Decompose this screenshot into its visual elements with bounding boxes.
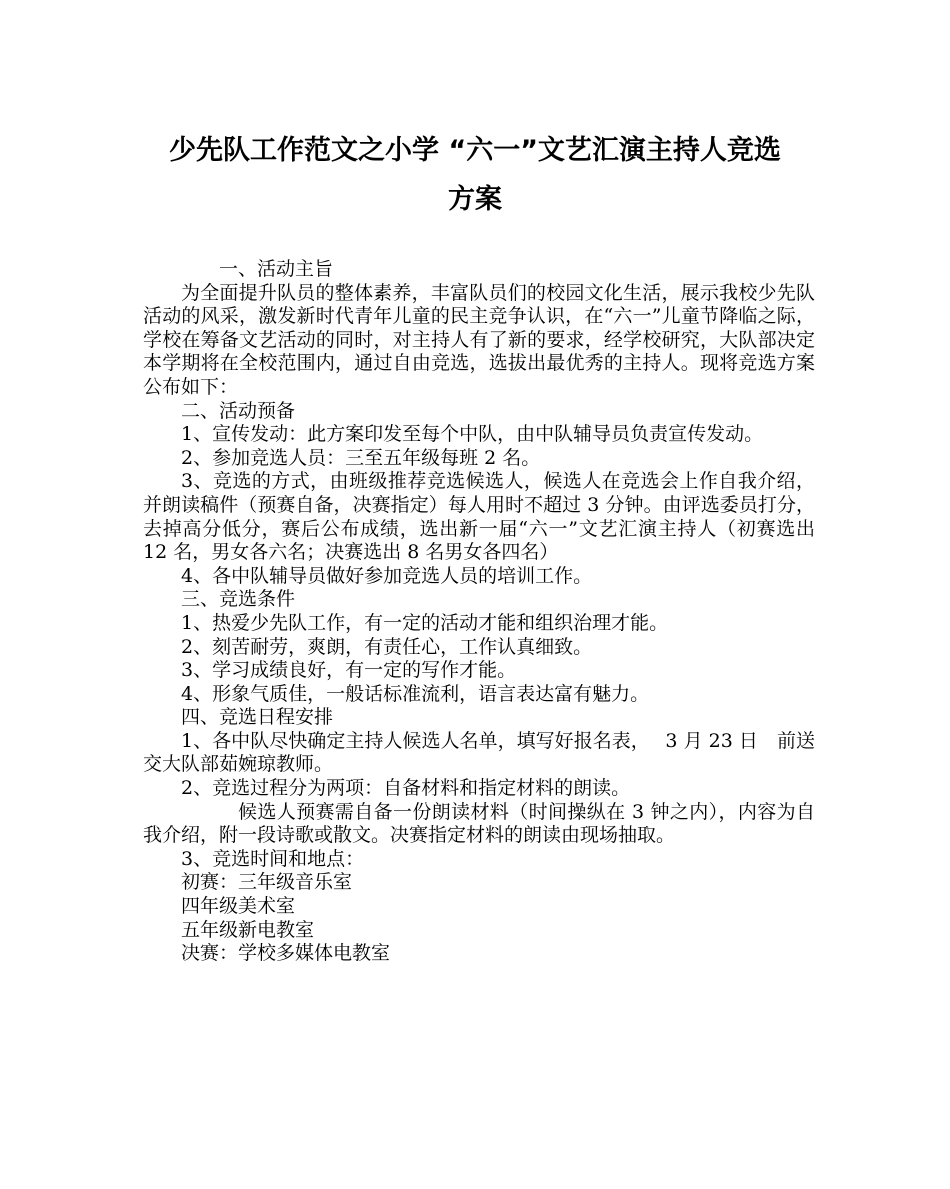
section-heading-conditions: 三、竞选条件 [181, 588, 296, 611]
preparation-item-1: 1、宣传发动：此方案印发至每个中队，由中队辅导员负责宣传发动。 [181, 423, 764, 446]
condition-item-3: 3、学习成绩良好，有一定的写作才能。 [181, 659, 517, 682]
venue-grade-5: 五年级新电教室 [181, 918, 315, 941]
condition-item-2: 2、刻苦耐劳，爽朗，有责任心，工作认真细致。 [181, 635, 593, 658]
condition-item-4: 4、形象气质佳，一般话标准流利，语言表达富有魅力。 [181, 682, 650, 705]
condition-item-1: 1、热爱少先队工作，有一定的活动才能和组织治理才能。 [181, 611, 669, 634]
section-heading-purpose: 一、活动主旨 [219, 258, 334, 280]
schedule-item-1: 1、各中队尽快确定主持人候选人名单，填写好报名表， 3 月 23 日 前送交大队部茹婉琼教师。 [143, 729, 815, 776]
section-heading-preparation: 二、活动预备 [181, 399, 296, 422]
document-title-line-1: 少先队工作范文之小学 “六一”文艺汇演主持人竞选 [169, 135, 781, 166]
schedule-item-3: 3、竞选时间和地点： [181, 847, 365, 870]
preparation-item-4: 4、各中队辅导员做好参加竞选人员的培训工作。 [181, 564, 593, 587]
document-body [143, 258, 815, 966]
schedule-item-2-detail: 候选人预赛需自备一份朗读材料（时间操纵在 3 钟之内），内容为自我介绍，附一段诗歌或散文。决赛指定材料的朗读由现场抽取。 [143, 800, 815, 847]
venue-grade-4: 四年级美术室 [181, 895, 296, 918]
preparation-item-3: 3、竞选的方式，由班级推荐竞选候选人，候选人在竞选会上作自我介绍，并朗读稿件（预赛自备，决赛指定）每人用时不超过 3 分钟。由评选委员打分，去掉高分低分，赛后公布成绩，选出新一届“六一”文艺汇演主持人（初赛选出 12 名，男女各六名；决赛选出 8 名男女各四名） [143, 470, 815, 564]
schedule-item-2: 2、竞选过程分为两项：自备材料和指定材料的朗读。 [181, 777, 631, 800]
venue-final: 决赛：学校多媒体电教室 [181, 942, 391, 965]
venue-preliminary: 初赛：三年级音乐室 [181, 871, 353, 894]
preparation-item-2: 2、参加竞选人员：三至五年级每班 2 名。 [181, 446, 541, 469]
paragraph-purpose: 为全面提升队员的整体素养，丰富队员们的校园文化生活，展示我校少先队活动的风采，激发新时代青年儿童的民主竞争认识，在“六一”儿童节降临之际，学校在筹备文艺活动的同时，对主持人有了新的要求，经学校研究，大队部决定本学期将在全校范围内，通过自由竞选，选拔出最优秀的主持人。现将竞选方案公布如下： [143, 281, 815, 398]
section-heading-schedule: 四、竞选日程安排 [181, 706, 334, 729]
document-title-line-2: 方案 [448, 184, 502, 215]
